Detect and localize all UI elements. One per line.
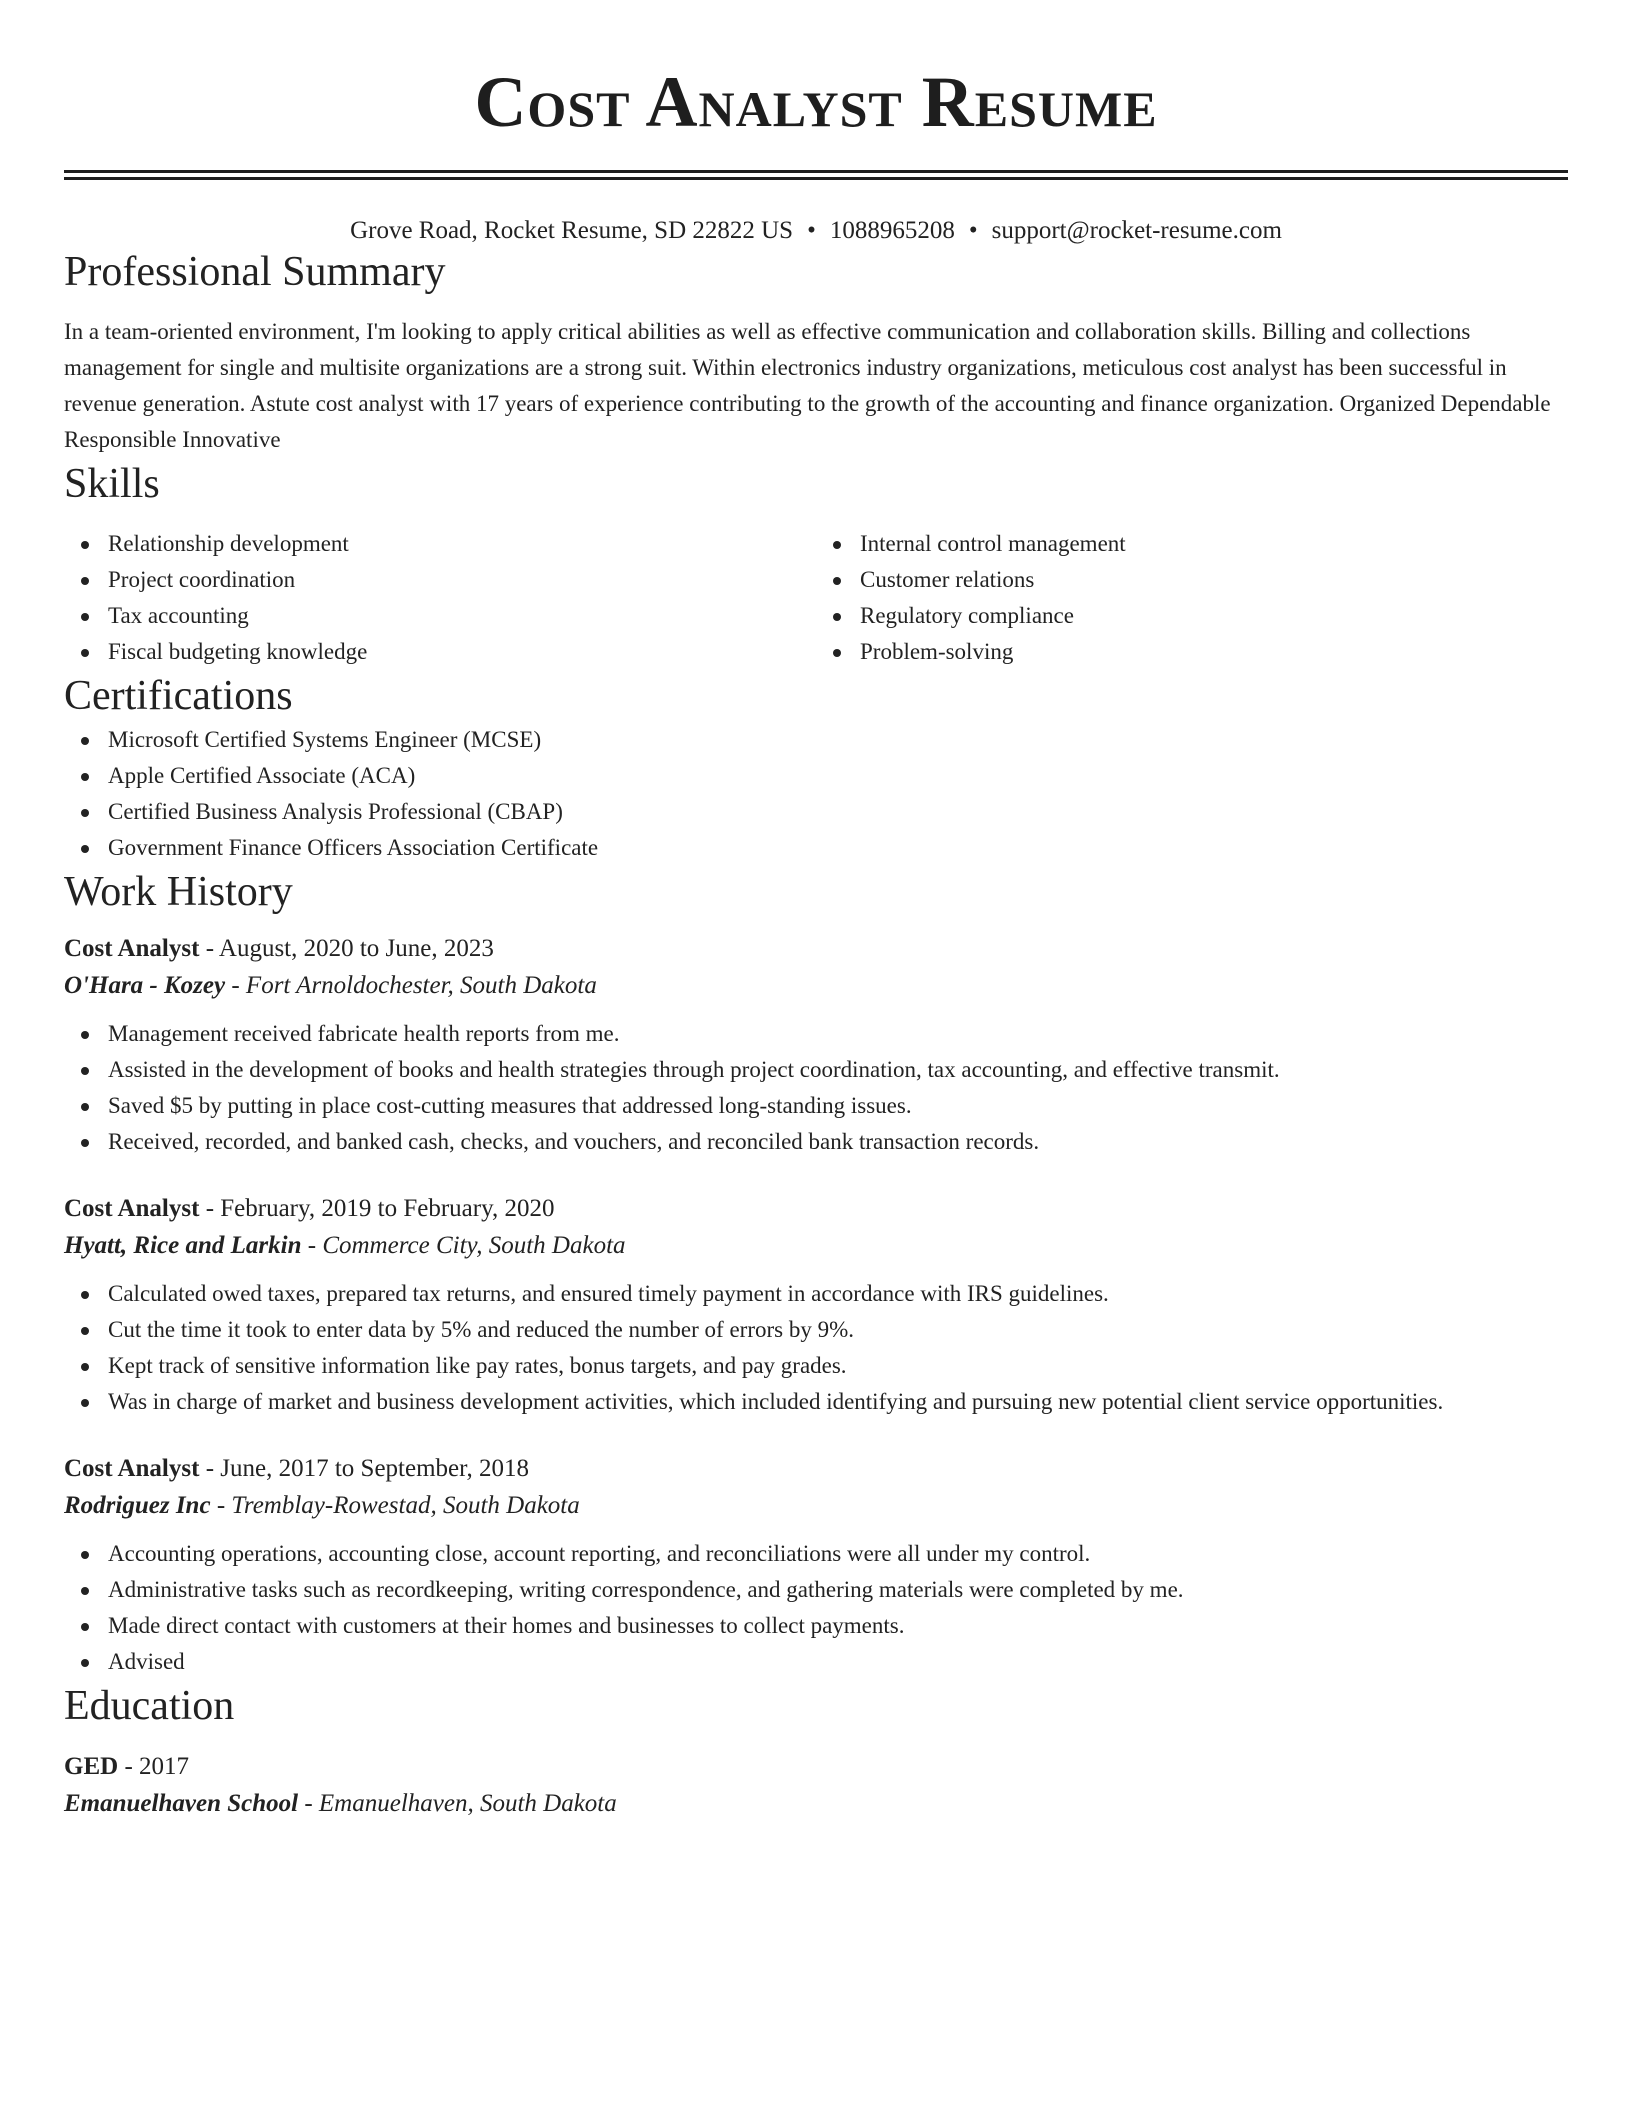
skill-item: Relationship development: [64, 526, 816, 562]
job-bullets: [64, 1016, 1568, 1160]
job-entry: [64, 1452, 1568, 1680]
job-bullets: [64, 1536, 1568, 1680]
skill-item: Customer relations: [816, 562, 1568, 598]
job-bullet: Administrative tasks such as recordkeeping, writing correspondence, and gathering materials were completed by me.: [64, 1572, 1568, 1608]
job-title: Cost Analyst: [64, 1455, 200, 1482]
job-title: Cost Analyst: [64, 935, 200, 962]
education-school-line: [64, 1784, 1568, 1824]
contact-separator: •: [968, 217, 978, 244]
job-bullet: Received, recorded, and banked cash, checks, and vouchers, and reconciled bank transaction records.: [64, 1124, 1568, 1160]
certifications-list: [64, 722, 1568, 866]
certification-item: Certified Business Analysis Professional (CBAP): [64, 794, 1568, 830]
job-company-line: [64, 1226, 1568, 1266]
contact-line: [64, 216, 1568, 246]
skills-list-left: [64, 526, 816, 670]
job-dates: - February, 2019 to February, 2020: [199, 1195, 555, 1222]
job-location: - Commerce City, South Dakota: [301, 1232, 626, 1259]
certification-item: Apple Certified Associate (ACA): [64, 758, 1568, 794]
job-company-line: [64, 1486, 1568, 1526]
skill-item: Problem-solving: [816, 634, 1568, 670]
certification-item: Microsoft Certified Systems Engineer (MCSE): [64, 722, 1568, 758]
job-dates: - June, 2017 to September, 2018: [199, 1455, 529, 1482]
skills-columns: [64, 526, 1568, 670]
job-bullet: Made direct contact with customers at their homes and businesses to collect payments.: [64, 1608, 1568, 1644]
job-bullet: Management received fabricate health reports from me.: [64, 1016, 1568, 1052]
resume-title: Cost Analyst Resume: [474, 62, 1158, 142]
job-location: - Tremblay-Rowestad, South Dakota: [210, 1492, 580, 1519]
skill-item: Internal control management: [816, 526, 1568, 562]
education-degree-line: [64, 1750, 1568, 1784]
job-title-line: [64, 1192, 1568, 1226]
job-title: Cost Analyst: [64, 1195, 200, 1222]
job-dates: - August, 2020 to June, 2023: [199, 935, 494, 962]
job-bullets: [64, 1276, 1568, 1420]
summary-heading: Professional Summary: [64, 249, 446, 295]
skills-heading: Skills: [64, 461, 160, 507]
job-company: O'Hara - Kozey: [64, 972, 226, 999]
job-title-line: [64, 1452, 1568, 1486]
job-title-line: [64, 932, 1568, 966]
work-history-heading: Work History: [64, 869, 293, 915]
job-company: Hyatt, Rice and Larkin: [64, 1232, 302, 1259]
job-bullet: Accounting operations, accounting close, account reporting, and reconciliations were all under my control.: [64, 1536, 1568, 1572]
job-bullet: Kept track of sensitive information like pay rates, bonus targets, and pay grades.: [64, 1348, 1568, 1384]
job-bullet: Was in charge of market and business development activities, which included identifying and pursuing new potential client service opportunities.: [64, 1384, 1568, 1420]
certifications-heading: Certifications: [64, 673, 293, 719]
education-heading: Education: [64, 1683, 235, 1729]
contact-phone: 1088965208: [829, 217, 955, 244]
education-location: - Emanuelhaven, South Dakota: [298, 1790, 617, 1817]
certification-item: Government Finance Officers Association Certificate: [64, 830, 1568, 866]
contact-email: support@rocket-resume.com: [991, 217, 1282, 244]
summary-text: In a team-oriented environment, I'm looking to apply critical abilities as well as effective communication and collaboration skills. Billing and collections management for single and multisite organizations are a strong suit. Within electronics industry organizations, meticulous cost analyst has been successful in revenue generation. Astute cost analyst with 17 years of experience contributing to the growth of the accounting and finance organization. Organized Dependable Responsible Innovative: [64, 319, 1551, 452]
skill-item: Regulatory compliance: [816, 598, 1568, 634]
skill-item: Fiscal budgeting knowledge: [64, 634, 816, 670]
job-company-line: [64, 966, 1568, 1006]
contact-separator: •: [807, 217, 816, 244]
job-bullet: Saved $5 by putting in place cost-cutting measures that addressed long-standing issues.: [64, 1088, 1568, 1124]
title-double-rule: [64, 170, 1568, 180]
job-bullet: Cut the time it took to enter data by 5% and reduced the number of errors by 9%.: [64, 1312, 1568, 1348]
job-entry: [64, 1192, 1568, 1420]
skills-list-right: [816, 526, 1568, 670]
job-bullet: Calculated owed taxes, prepared tax returns, and ensured timely payment in accordance with IRS guidelines.: [64, 1276, 1568, 1312]
contact-address: Grove Road, Rocket Resume, SD 22822 US: [350, 217, 794, 244]
education-entry: [64, 1750, 1568, 1824]
education-year: - 2017: [118, 1753, 190, 1780]
job-location: - Fort Arnoldochester, South Dakota: [225, 972, 597, 999]
job-entry: [64, 932, 1568, 1160]
education-degree: GED: [64, 1753, 119, 1780]
job-bullet: Advised: [64, 1644, 1568, 1680]
job-bullet: Assisted in the development of books and health strategies through project coordination, tax accounting, and effective transmit.: [64, 1052, 1568, 1088]
skill-item: Project coordination: [64, 562, 816, 598]
education-school: Emanuelhaven School: [64, 1790, 299, 1817]
job-company: Rodriguez Inc: [64, 1492, 211, 1519]
skill-item: Tax accounting: [64, 598, 816, 634]
